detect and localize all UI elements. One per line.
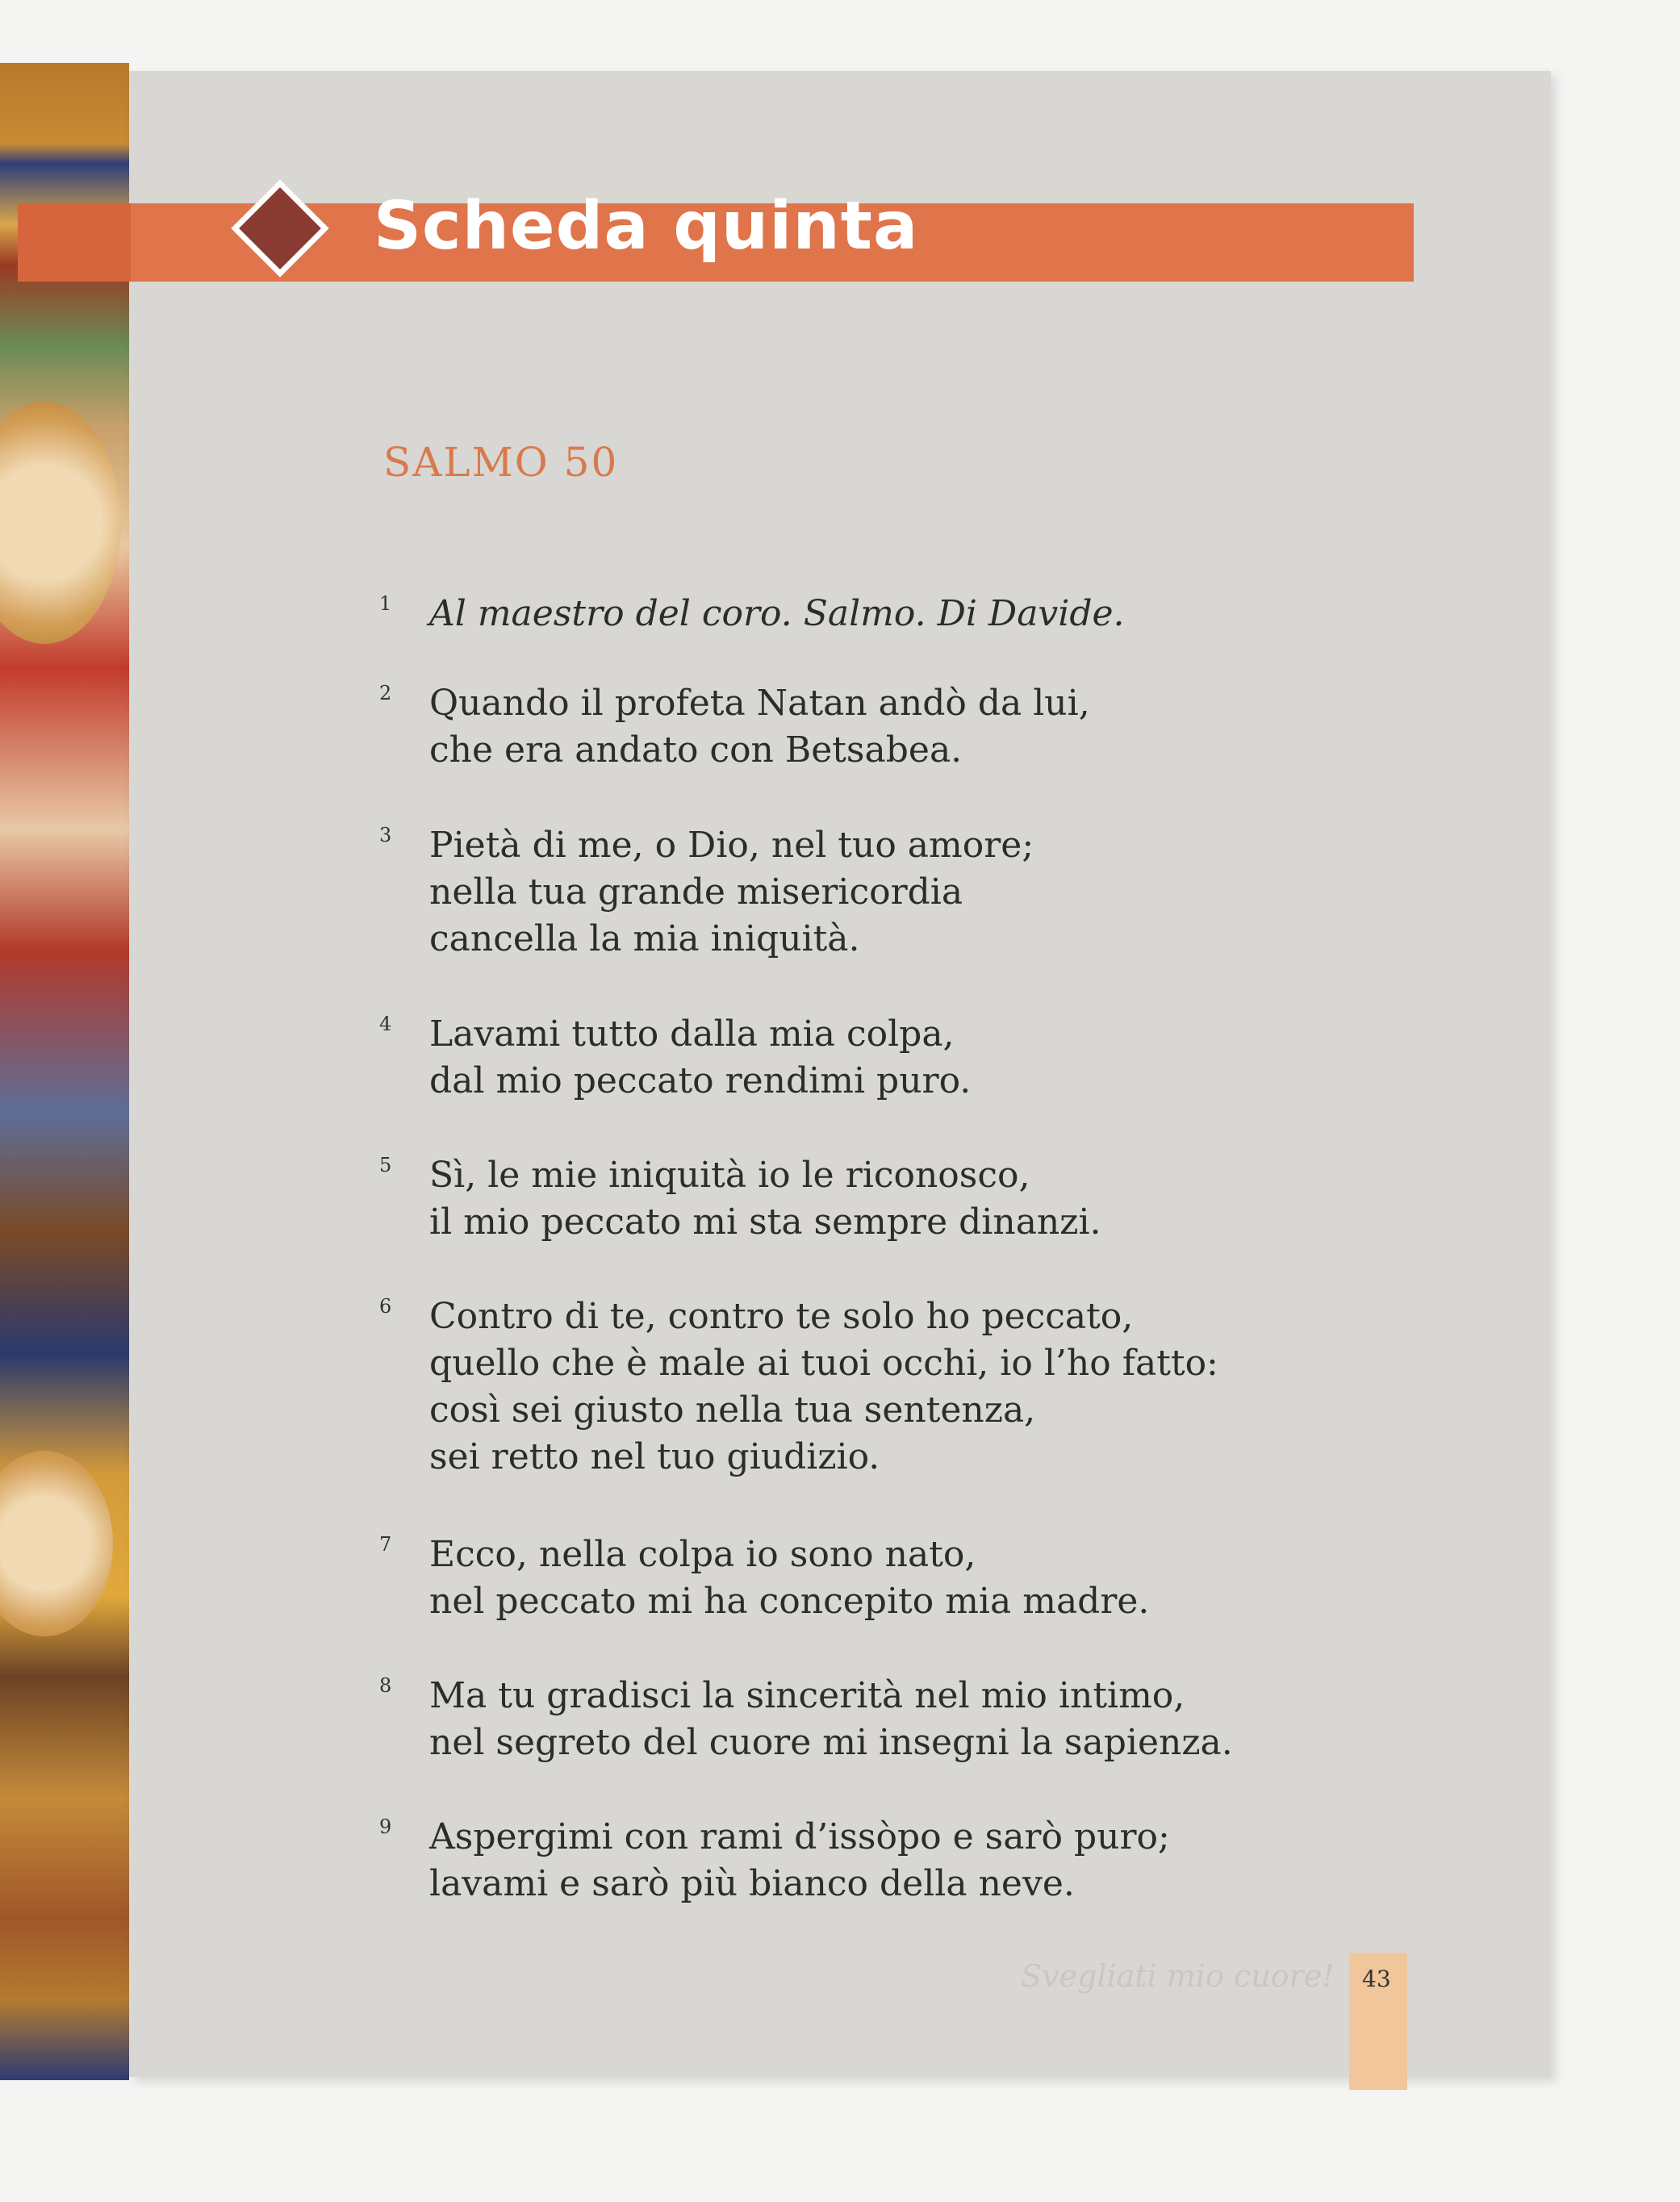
halo-decoration [0, 1451, 113, 1636]
verse-text: Pietà di me, o Dio, nel tuo amore; nella tua grande misericordia cancella la mia iniquità. [429, 825, 1034, 959]
verse-text: Quando il profeta Natan andò da lui, che era andato con Betsabea. [429, 683, 1090, 771]
verse-text: Al maestro del coro. Salmo. Di Davide. [429, 593, 1125, 634]
section-title: Scheda quinta [374, 188, 919, 265]
verse-text: Ma tu gradisci la sincerità nel mio intimo, nel segreto del cuore mi insegni la sapienza. [429, 1675, 1233, 1763]
header-band-edge [18, 203, 131, 282]
verse-number: 2 [379, 682, 392, 704]
running-footer-title: Svegliati mio cuore! [1021, 1958, 1335, 1994]
icon-artwork-strip [0, 63, 129, 2080]
verse-number: 5 [379, 1154, 392, 1176]
verse-number: 7 [379, 1533, 392, 1556]
verse-text: Lavami tutto dalla mia colpa, dal mio peccato rendimi puro. [429, 1013, 972, 1101]
page-number: 43 [1362, 1966, 1391, 1992]
verse-number: 8 [379, 1674, 392, 1697]
verse-number: 3 [379, 824, 392, 846]
verse-number: 9 [379, 1816, 392, 1838]
verse-number: 1 [379, 592, 392, 615]
verse-number: 4 [379, 1013, 392, 1035]
verse-text: Contro di te, contro te solo ho peccato, quello che è male ai tuoi occhi, io l’ho fatto: così sei giusto nella tua sentenza, sei retto nel tuo giudizio. [429, 1296, 1218, 1477]
halo-decoration [0, 402, 121, 644]
psalm-title: SALMO 50 [383, 439, 619, 486]
verse-text: Aspergimi con rami d’issòpo e sarò puro; lavami e sarò più bianco della neve. [429, 1816, 1170, 1904]
verse-text: Ecco, nella colpa io sono nato, nel peccato mi ha concepito mia madre. [429, 1534, 1150, 1622]
verse-number: 6 [379, 1295, 392, 1318]
verse-text: Sì, le mie iniquità io le riconosco, il mio peccato mi sta sempre dinanzi. [429, 1155, 1101, 1243]
